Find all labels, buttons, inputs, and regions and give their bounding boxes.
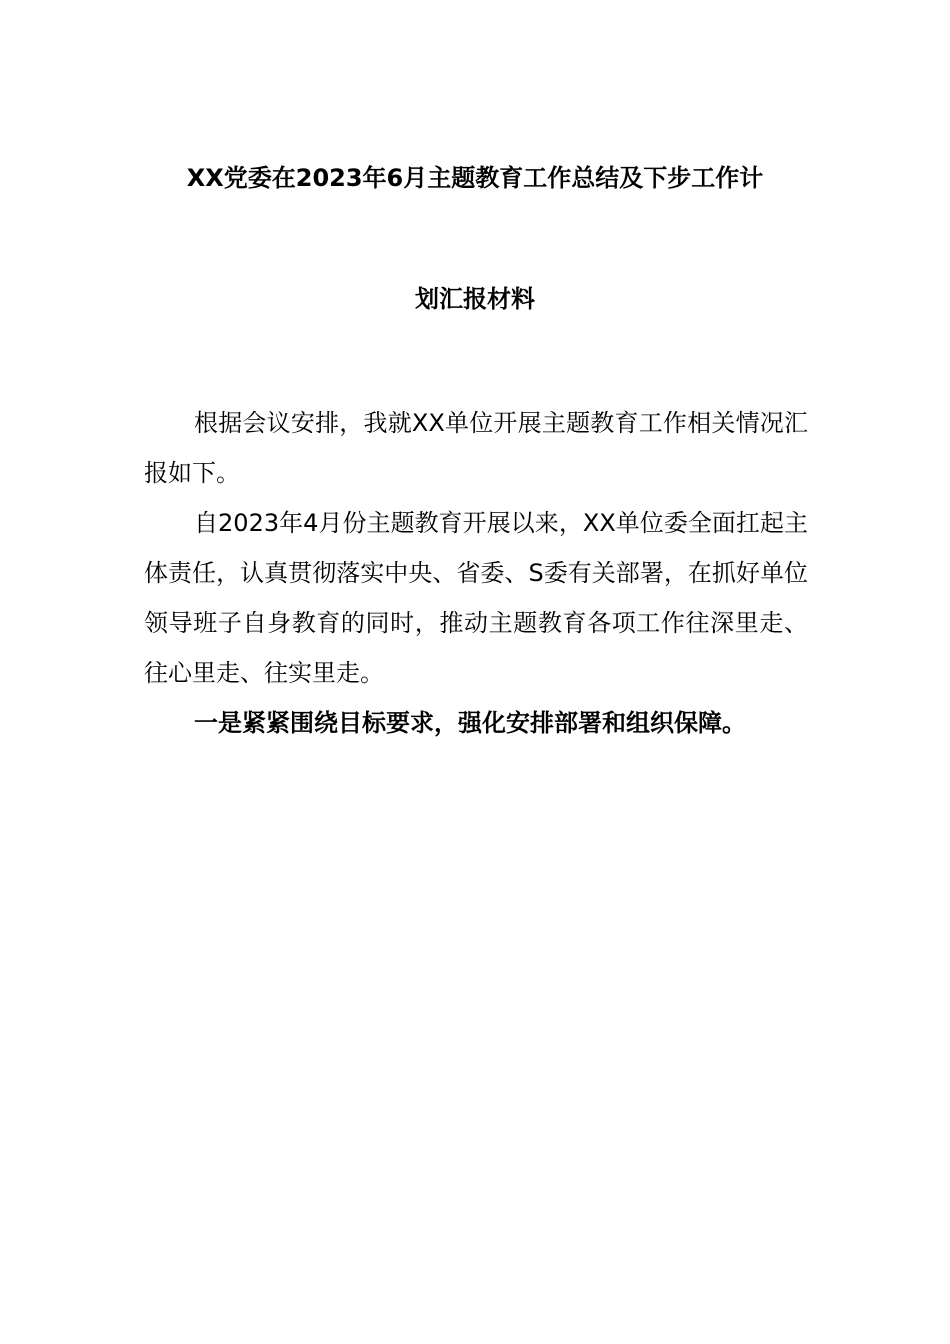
paragraph-overview: 自2023年4月份主题教育开展以来，XX单位委全面扛起主体责任，认真贯彻落实中央、省委、S委有关部署，在抓好单位领导班子自身教育的同时，推动主题教育各项工作往深里走、往心里走、往实里走。 [144, 509, 808, 687]
document-title-line-2: 划汇报材料 [415, 285, 535, 313]
paragraph-intro: 根据会议安排，我就XX单位开展主题教育工作相关情况汇报如下。 [144, 409, 808, 487]
paragraph-heading-one: 一是紧紧围绕目标要求，强化安排部署和组织保障。 [194, 709, 746, 737]
document-title-line-1: XX党委在2023年6月主题教育工作总结及下步工作计 [186, 164, 764, 192]
document-body [144, 398, 808, 748]
